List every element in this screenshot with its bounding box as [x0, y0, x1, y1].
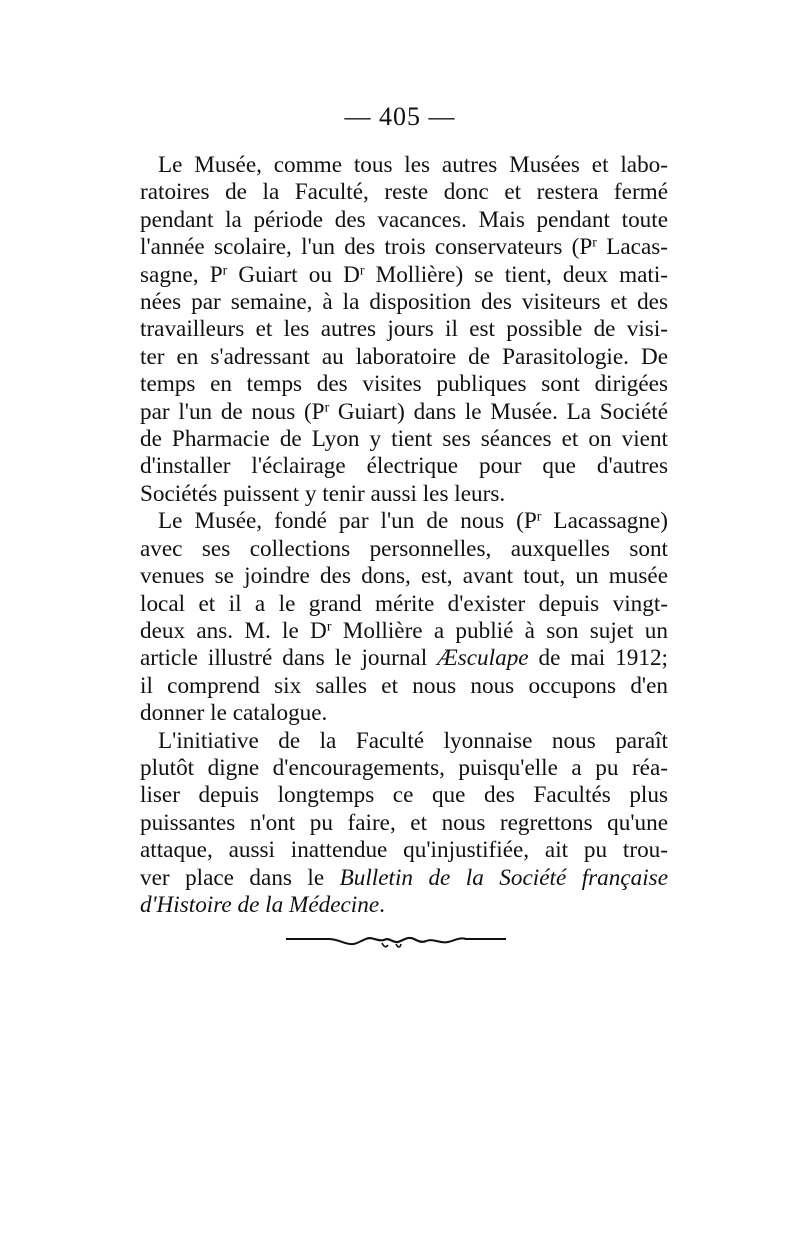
text-line	[140, 152, 668, 179]
paragraph-museum-hours	[140, 152, 668, 508]
text-segment: ver place dans le	[140, 864, 340, 891]
text-segment: nées par semaine, à la disposition des visiteurs et des	[140, 289, 668, 316]
text-segment: plutôt digne d'encouragements, puisqu'elle a pu réa-	[140, 754, 668, 781]
text-segment: puissantes n'ont pu faire, et nous regrettons qu'une	[140, 809, 668, 836]
text-line	[140, 262, 668, 289]
text-segment: de mai 1912;	[528, 645, 668, 672]
superscript: r	[324, 400, 330, 416]
text-segment: Lacas-	[596, 234, 668, 261]
text-segment: article illustré dans le journal	[140, 645, 438, 672]
text-segment: avec ses collections personnelles, auxquelles sont	[140, 535, 668, 562]
text-line	[140, 234, 668, 261]
text-segment: Guiart) dans le Musée. La Société	[329, 398, 668, 425]
text-line	[140, 453, 668, 480]
text-line	[140, 728, 668, 755]
text-segment: Sociétés puissent y tenir aussi les leurs.	[140, 480, 506, 507]
text-line	[140, 645, 668, 672]
text-segment: travailleurs et les autres jours il est possible de visi-	[140, 316, 668, 343]
text-segment: liser depuis longtemps ce que des Facultés plus	[140, 782, 668, 809]
text-line	[140, 316, 668, 343]
text-line	[140, 289, 668, 316]
text-line	[140, 782, 668, 809]
text-line	[140, 426, 668, 453]
text-line	[140, 207, 668, 234]
text-segment: Mollière) se tient, deux mati-	[364, 261, 668, 288]
typographic-flourish-icon	[286, 928, 506, 952]
text-line	[140, 837, 668, 864]
text-segment: temps en temps des visites publiques sont dirigées	[140, 371, 668, 398]
text-segment: Le Musée, fondé par l'un de nous (P	[158, 508, 537, 535]
text-line	[140, 399, 668, 426]
italic-title: d'Histoire de la Médecine	[140, 891, 380, 918]
superscript: r	[326, 619, 332, 635]
text-segment: local et il a le grand mérite d'exister depuis vingt-	[140, 590, 668, 617]
text-line	[140, 591, 668, 618]
text-segment: L'initiative de la Faculté lyonnaise nous paraît	[158, 727, 668, 754]
page-number: — 405 —	[344, 102, 456, 131]
text-line	[140, 700, 668, 727]
text-segment: pendant la période des vacances. Mais pendant toute	[140, 206, 668, 233]
text-segment: Mollière a publié à son sujet un	[331, 617, 668, 644]
text-line	[140, 865, 668, 892]
text-line	[140, 618, 668, 645]
text-line	[140, 536, 668, 563]
text-segment: d'installer l'éclairage électrique pour que d'autres	[140, 453, 668, 480]
superscript: r	[222, 262, 228, 278]
text-segment: ter en s'adressant au laboratoire de Parasitologie. De	[140, 343, 668, 370]
paragraph-faculty-initiative	[140, 728, 668, 920]
text-segment: l'année scolaire, l'un des trois conservateurs (P	[140, 234, 593, 261]
text-line	[140, 563, 668, 590]
italic-title: Bulletin de la Société française	[339, 864, 668, 891]
body-text	[140, 152, 668, 919]
superscript: r	[592, 235, 597, 251]
text-segment: donner le catalogue.	[140, 700, 328, 727]
text-segment: par l'un de nous (P	[140, 398, 325, 425]
text-line	[140, 755, 668, 782]
text-segment: de Pharmacie de Lyon y tient ses séances et on vient	[140, 426, 668, 453]
text-line	[140, 508, 668, 535]
text-segment: .	[379, 891, 385, 918]
text-line	[140, 892, 668, 919]
text-segment: attaque, aussi inattendue qu'injustifiée, ait pu trou-	[140, 837, 668, 864]
text-line	[140, 179, 668, 206]
text-segment: venues se joindre des dons, est, avant tout, un musée	[140, 563, 668, 590]
text-line	[140, 481, 668, 508]
text-line	[140, 344, 668, 371]
text-line	[140, 371, 668, 398]
text-segment: Guiart ou D	[227, 261, 360, 288]
text-line	[140, 810, 668, 837]
superscript: r	[536, 509, 542, 525]
text-line	[140, 673, 668, 700]
text-segment: ratoires de la Faculté, reste donc et restera fermé	[140, 179, 668, 206]
text-segment: Le Musée, comme tous les autres Musées et labo-	[158, 152, 668, 178]
italic-title: Æsculape	[437, 645, 529, 672]
text-segment: il comprend six salles et nous nous occupons d'en	[140, 672, 668, 699]
text-segment: sagne, P	[140, 261, 223, 288]
superscript: r	[359, 262, 365, 278]
paragraph-museum-history	[140, 508, 668, 727]
text-segment: Lacassagne)	[541, 508, 668, 535]
text-segment: deux ans. M. le D	[140, 617, 327, 644]
